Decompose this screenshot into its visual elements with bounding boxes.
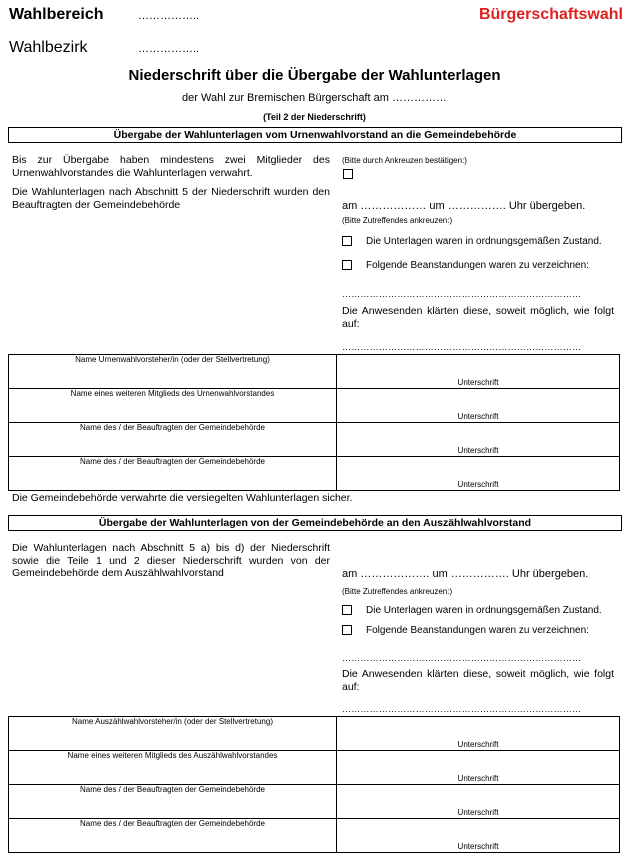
signature-row (9, 423, 620, 457)
part-label: (Teil 2 der Niederschrift) (263, 112, 366, 122)
signature-cell[interactable] (337, 389, 620, 423)
document-subtitle: der Wahl zur Bremischen Bürgerschaft am …………… (182, 92, 447, 104)
s1-complaints-line[interactable]: …………………………………………………………………… (342, 289, 582, 299)
signature-name-cell[interactable] (9, 785, 337, 819)
signature-name-label: Name Auszählwahlvorsteher/in (oder der Stellvertretung) (72, 717, 273, 726)
signature-cell[interactable] (337, 457, 620, 491)
section1-footer: Die Gemeindebehörde verwahrte die versiegelten Wahlunterlagen sicher. (12, 492, 353, 504)
signature-name-cell[interactable] (9, 751, 337, 785)
signature-name-label: Name des / der Beauftragten der Gemeindebehörde (79, 819, 265, 828)
signature-row (9, 355, 620, 389)
signature-name-cell[interactable] (9, 457, 337, 491)
section2-heading: Übergabe der Wahlunterlagen von der Gemeindebehörde an den Auszählwahlvorstand (8, 515, 622, 531)
signature-name-label: Name des / der Beauftragten der Gemeindebehörde (79, 785, 265, 794)
signature-name-cell[interactable] (9, 819, 337, 853)
s2-option-complaints-checkbox[interactable] (342, 625, 352, 635)
s2-clarify-text: Die Anwesenden klärten diese, soweit möglich, wie folgt auf: (342, 668, 614, 693)
s2-complaints-line[interactable]: …………………………………………………………………… (342, 653, 582, 663)
s1-signature-table (8, 354, 620, 491)
confirm-hint: (Bitte durch Ankreuzen bestätigen:) (342, 156, 467, 165)
signature-name-label: Name eines weiteren Mitglieds des Auszählwahlvorstandes (67, 751, 278, 760)
s2-signature-table (8, 716, 620, 853)
signature-row (9, 819, 620, 853)
signature-label: Unterschrift (457, 808, 499, 817)
s2-option-complaints-label: Folgende Beanstandungen waren zu verzeichnen: (366, 625, 589, 636)
s1-option-complaints-checkbox[interactable] (342, 260, 352, 270)
signature-cell[interactable] (337, 785, 620, 819)
document-title: Niederschrift über die Übergabe der Wahlunterlagen (128, 67, 501, 84)
signature-cell[interactable] (337, 355, 620, 389)
signature-name-label: Name eines weiteren Mitglieds des Urnenwahlvorstandes (70, 389, 275, 398)
wahlbereich-label: Wahlbereich (9, 6, 104, 23)
signature-cell[interactable] (337, 819, 620, 853)
section2-para: Die Wahlunterlagen nach Abschnitt 5 a) bis d) der Niederschrift sowie die Teile 1 und 2 dieser Niederschrift wurden von der Gemeindebehörde dem Auszählwahlvorstand (12, 542, 330, 579)
s2-handover-line[interactable]: am ………………. um ……………. Uhr übergeben. (342, 568, 589, 580)
wahlbereich-field[interactable]: …………….. (138, 10, 200, 22)
signature-name-label: Name des / der Beauftragten der Gemeindebehörde (79, 457, 265, 466)
signature-label: Unterschrift (457, 740, 499, 749)
signature-name-cell[interactable] (9, 355, 337, 389)
signature-row (9, 457, 620, 491)
s1-clarify-text: Die Anwesenden klärten diese, soweit möglich, wie folgt auf: (342, 305, 614, 330)
signature-name-cell[interactable] (9, 717, 337, 751)
section1-para2: Die Wahlunterlagen nach Abschnitt 5 der Niederschrift wurden den Beauftragten der Gemeindebehörde (12, 186, 330, 211)
section1-heading: Übergabe der Wahlunterlagen vom Urnenwahlvorstand an die Gemeindebehörde (8, 127, 622, 143)
signature-cell[interactable] (337, 423, 620, 457)
signature-row (9, 717, 620, 751)
signature-cell[interactable] (337, 751, 620, 785)
signature-name-label: Name des / der Beauftragten der Gemeindebehörde (79, 423, 265, 432)
election-type: Bürgerschaftswahl (478, 6, 623, 23)
signature-row (9, 389, 620, 423)
s1-option-ok-label: Die Unterlagen waren in ordnungsgemäßen Zustand. (366, 236, 602, 247)
s1-applicable-hint: (Bitte Zutreffendes ankreuzen:) (342, 216, 453, 225)
signature-label: Unterschrift (457, 412, 499, 421)
signature-label: Unterschrift (457, 378, 499, 387)
s1-handover-line[interactable]: am ……………… um ……………. Uhr übergeben. (342, 200, 586, 212)
s2-option-ok-label: Die Unterlagen waren in ordnungsgemäßen Zustand. (366, 605, 602, 616)
signature-row (9, 751, 620, 785)
s2-applicable-hint: (Bitte Zutreffendes ankreuzen:) (342, 587, 453, 596)
signature-label: Unterschrift (457, 446, 499, 455)
section1-para1: Bis zur Übergabe haben mindestens zwei Mitglieder des Urnenwahlvorstandes die Wahlunterlagen verwahrt. (12, 154, 330, 179)
s1-clarify-line[interactable]: …………………………………………………………………… (342, 342, 582, 352)
signature-label: Unterschrift (457, 480, 499, 489)
signature-name-cell[interactable] (9, 389, 337, 423)
s1-option-ok-checkbox[interactable] (342, 236, 352, 246)
signature-label: Unterschrift (457, 774, 499, 783)
s2-option-ok-checkbox[interactable] (342, 605, 352, 615)
signature-cell[interactable] (337, 717, 620, 751)
wahlbezirk-field[interactable]: …………….. (138, 43, 200, 55)
wahlbezirk-label: Wahlbezirk (9, 39, 88, 56)
signature-name-cell[interactable] (9, 423, 337, 457)
s1-option-complaints-label: Folgende Beanstandungen waren zu verzeichnen: (366, 260, 589, 271)
signature-row (9, 785, 620, 819)
signature-label: Unterschrift (457, 842, 499, 851)
signature-name-label: Name Urnenwahlvorsteher/in (oder der Stellvertretung) (75, 355, 270, 364)
s2-clarify-line[interactable]: …………………………………………………………………… (342, 704, 582, 714)
confirm-checkbox[interactable] (343, 169, 353, 179)
